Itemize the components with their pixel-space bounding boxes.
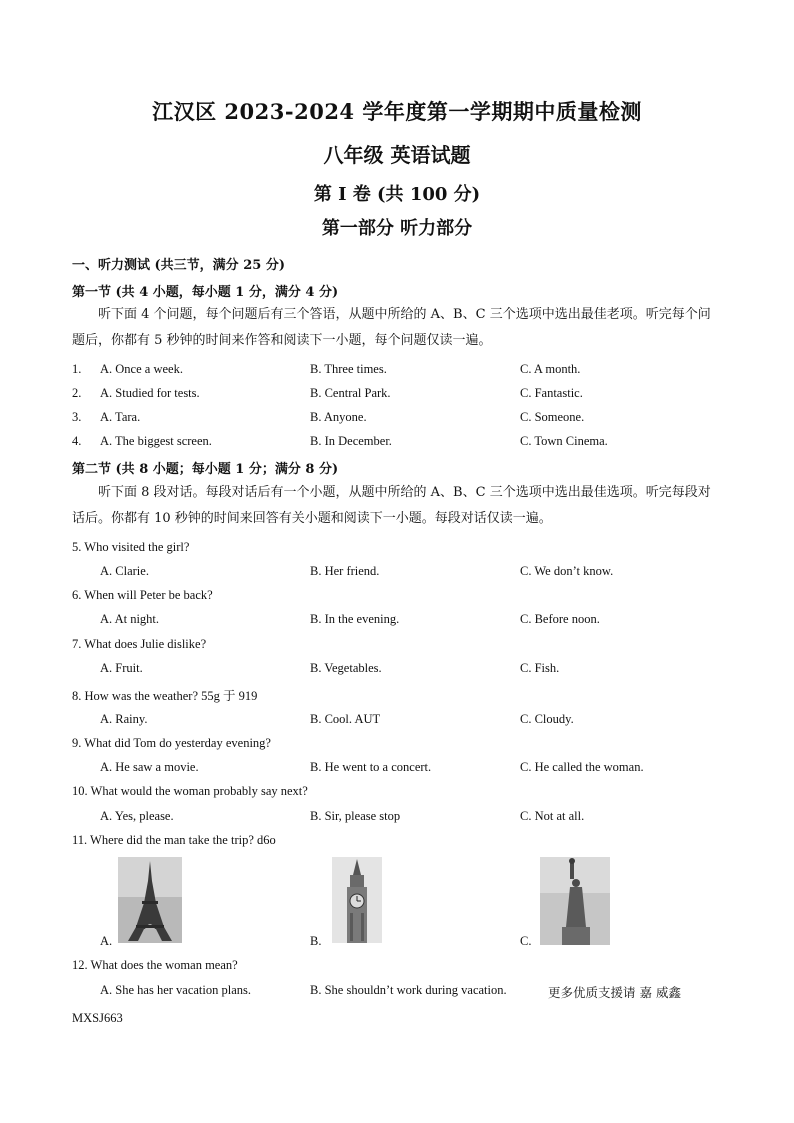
q1-option-a: A. Once a week.	[100, 362, 183, 376]
statue-of-liberty-image	[540, 857, 610, 945]
q11-option-b: B.	[310, 934, 322, 948]
q4-option-b: B. In December.	[310, 434, 392, 448]
q12-option-a: A. She has her vacation plans.	[100, 983, 252, 997]
q10-text: 10. What would the woman probably say next?	[72, 784, 308, 798]
subsection2-heading: 第二节 (共 8 小题；每小题 1 分；满分 8 分)	[72, 462, 339, 477]
statue-of-liberty-icon	[540, 857, 610, 945]
q5-text: 5. Who visited the girl?	[72, 540, 190, 554]
q9-option-b: B. He went to a concert.	[310, 760, 432, 774]
q7-option-b: B. Vegetables.	[310, 661, 382, 675]
eiffel-tower-icon	[118, 857, 182, 943]
q9-option-a: A. He saw a movie.	[100, 760, 199, 774]
q8-option-a: A. Rainy.	[100, 712, 148, 726]
q3-option-c: C. Someone.	[520, 410, 585, 424]
q11-text: 11. Where did the man take the trip? d6o	[72, 833, 276, 847]
q8-option-c: C. Cloudy.	[520, 712, 574, 726]
promo-text: 更多优质支援请 嘉 威鑫	[548, 985, 681, 1000]
q10-option-a: A. Yes, please.	[100, 809, 174, 823]
q9-option-c: C. He called the woman.	[520, 760, 644, 774]
q5-option-b: B. Her friend.	[310, 564, 380, 578]
footer-code: MXSJ663	[72, 1011, 123, 1025]
q6-option-a: A. At night.	[100, 612, 160, 626]
q10-option-c: C. Not at all.	[520, 809, 585, 823]
q4-option-c: C. Town Cinema.	[520, 434, 608, 448]
big-ben-icon	[332, 857, 382, 943]
q12-option-b: B. She shouldn’t work during vacation.	[310, 983, 507, 997]
q6-option-c: C. Before noon.	[520, 612, 600, 626]
part-heading: 第一部分 听力部分	[321, 218, 473, 239]
q1-option-b: B. Three times.	[310, 362, 387, 376]
q7-option-a: A. Fruit.	[100, 661, 143, 675]
subsection2-instructions: 听下面 8 段对话。每段对话后有一个小题，从题中所给的 A、B、C 三个选项中选出最佳选项。听完每段对话后。你都有 10 秒钟的时间来回答有关小题和阅读下一小题。每段对话仅读一遍。	[72, 485, 711, 526]
q2-option-c: C. Fantastic.	[520, 386, 583, 400]
q4-option-a: A. The biggest screen.	[100, 434, 212, 448]
q6-text: 6. When will Peter be back?	[72, 588, 213, 602]
q11-option-a: A.	[100, 934, 113, 948]
q10-option-b: B. Sir, please stop	[310, 809, 401, 823]
q6-option-b: B. In the evening.	[310, 612, 400, 626]
q2-option-b: B. Central Park.	[310, 386, 391, 400]
q1-option-c: C. A month.	[520, 362, 581, 376]
eiffel-tower-image	[118, 857, 182, 943]
volume-heading: 第 I 卷 (共 100 分)	[313, 184, 481, 205]
exam-subtitle: 八年级 英语试题	[323, 143, 471, 167]
q5-option-c: C. We don’t know.	[520, 564, 614, 578]
section-heading: 一、听力测试 (共三节，满分 25 分)	[72, 258, 285, 273]
q4-number: 4.	[72, 434, 82, 448]
q2-number: 2.	[72, 386, 82, 400]
q5-option-a: A. Clarie.	[100, 564, 149, 578]
q3-option-b: B. Anyone.	[310, 410, 367, 424]
q3-number: 3.	[72, 410, 82, 424]
q11-option-c: C.	[520, 934, 532, 948]
q8-text: 8. How was the weather? 55g 于 919	[72, 689, 258, 703]
subsection1-instructions: 听下面 4 个问题，每个问题后有三个答语，从题中所给的 A、B、C 三个选项中选出最佳老项。听完每个问题后，你都有 5 秒钟的时间来作答和阅读下一小题，每个问题仅读一遍。	[72, 307, 711, 348]
q12-text: 12. What does the woman mean?	[72, 958, 238, 972]
q8-option-b: B. Cool. AUT	[310, 712, 381, 726]
q9-text: 9. What did Tom do yesterday evening?	[72, 736, 271, 750]
q7-text: 7. What does Julie dislike?	[72, 637, 207, 651]
q7-option-c: C. Fish.	[520, 661, 560, 675]
exam-title: 江汉区 2023-2024 学年度第一学期期中质量检测	[152, 99, 642, 124]
q3-option-a: A. Tara.	[100, 410, 141, 424]
subsection1-heading: 第一节 (共 4 小题，每小题 1 分，满分 4 分)	[72, 285, 339, 300]
q1-number: 1.	[72, 362, 82, 376]
big-ben-image	[332, 857, 382, 943]
q2-option-a: A. Studied for tests.	[100, 386, 200, 400]
